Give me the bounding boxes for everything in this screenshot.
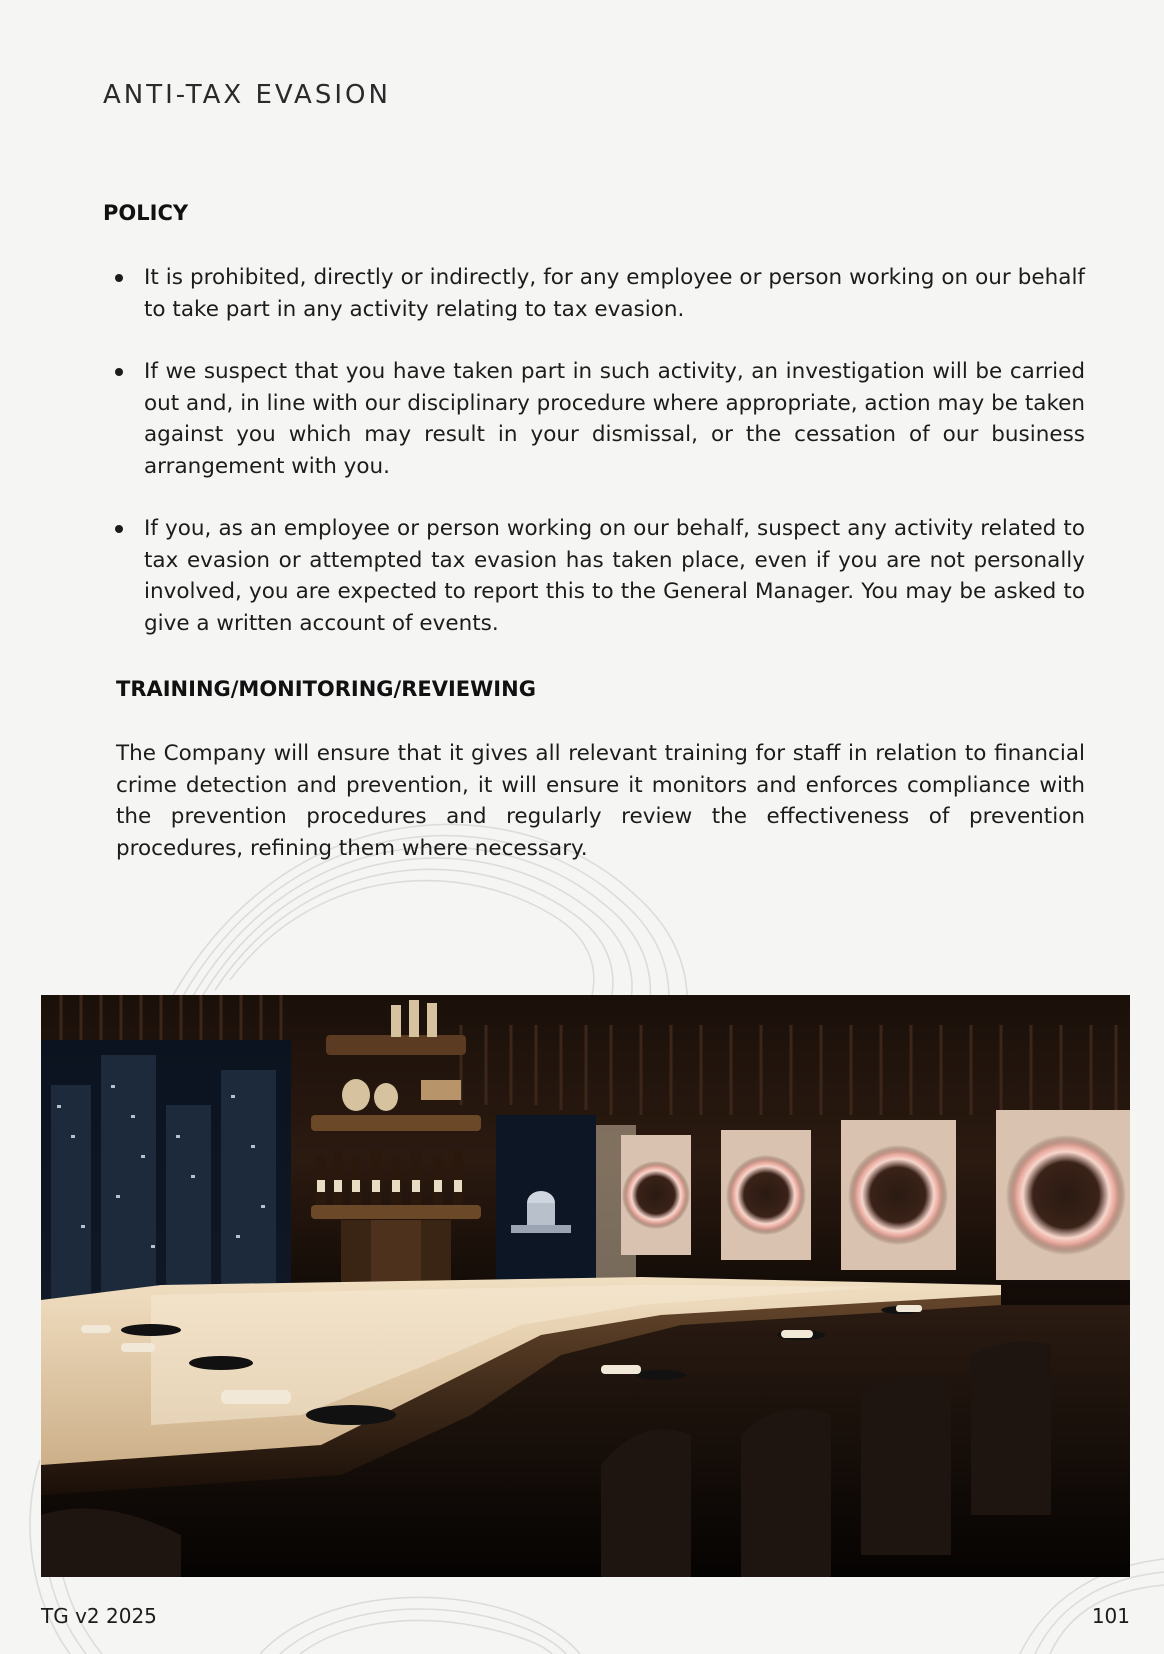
restaurant-bar-photo — [41, 995, 1130, 1577]
policy-heading: POLICY — [103, 201, 189, 225]
policy-item-text: It is prohibited, directly or indirectly, for any employee or person working on our behalf to take part in any activity relating to tax evasion. — [144, 265, 1085, 322]
training-heading: TRAINING/MONITORING/REVIEWING — [116, 677, 536, 701]
policy-item-text: If you, as an employee or person working on our behalf, suspect any activity related to tax evasion or attempted tax evasion has taken place, even if you are not personally involved, you are expected to report this to the General Manager. You may be asked to give a written account of events. — [144, 516, 1085, 636]
page-number: 101 — [1091, 1604, 1130, 1628]
bullet-icon — [115, 274, 123, 282]
policy-item — [113, 356, 1085, 482]
footer-version: TG v2 2025 — [41, 1604, 157, 1628]
bullet-icon — [115, 525, 123, 533]
page-title: ANTI-TAX EVASION — [103, 80, 391, 110]
bullet-icon — [115, 368, 123, 376]
policy-list — [113, 262, 1085, 670]
training-paragraph: The Company will ensure that it gives all relevant training for staff in relation to financial crime detection and prevention, it will ensure it monitors and enforces compliance with the prevention procedures and regularly review the effectiveness of prevention procedures, refining them where necessary. — [116, 741, 1085, 861]
policy-item — [113, 262, 1085, 325]
policy-item — [113, 513, 1085, 639]
policy-item-text: If we suspect that you have taken part in such activity, an investigation will be carried out and, in line with our disciplinary procedure where appropriate, action may be taken against you which may result in your dismissal, or the cessation of our business arrangement with you. — [144, 359, 1085, 479]
